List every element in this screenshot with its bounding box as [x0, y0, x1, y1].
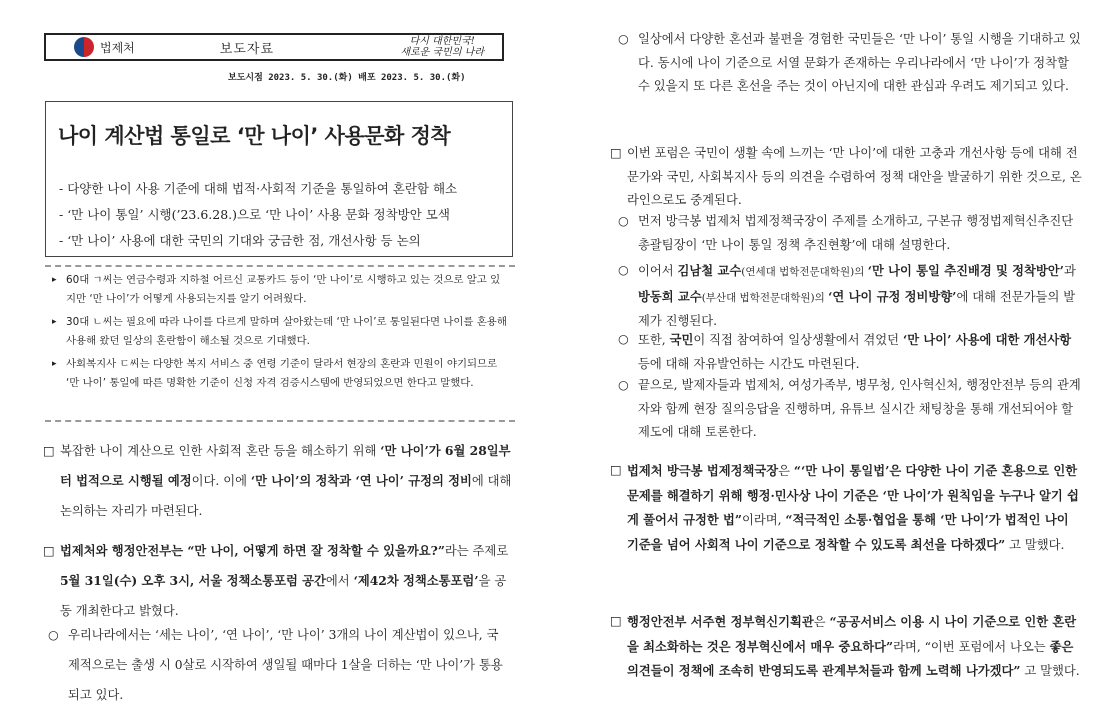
subtitle-item: - ‘만 나이 통일’ 시행(’23.6.28.)으로 ‘만 나이’ 사용 문화 정착방안 모색: [59, 207, 450, 222]
case-list: [48, 271, 508, 397]
paragraph-3: ○ 우리나라에서는 ‘세는 나이’, ‘연 나이’, ‘만 나이’ 3개의 나이 계산법이 있으나, 국제적으로는 출생 시 0살로 시작하여 생일될 때마다 1살을 더하는 ‘만 나이’가 통용되고 있다.: [48, 620, 508, 710]
divider-bottom: [45, 420, 515, 422]
square-bullet-icon: □: [610, 614, 622, 628]
square-bullet-icon: □: [610, 146, 622, 160]
subtitle-list: [59, 176, 457, 254]
paragraph-r4: ○ 이어서 김남철 교수(연세대 법학전문대학원)의 ‘만 나이 통일 추진배경 및 정착방안’과 방동희 교수(부산대 법학전문대학원)의 ‘연 나이 규정 정비방향’에 대해 전문가들의 발제가 진행된다.: [618, 259, 1083, 334]
press-header: [44, 33, 504, 61]
circle-bullet-icon: ○: [618, 332, 629, 346]
paragraph-r5: ○ 또한, 국민이 직접 참여하여 일상생활에서 겪었던 ‘만 나이’ 사용에 대한 개선사항 등에 대해 자유발언하는 시간도 마련된다.: [618, 328, 1083, 376]
circle-bullet-icon: ○: [618, 32, 629, 46]
government-emblem-icon: [74, 37, 94, 57]
subtitle-item: - 다양한 나이 사용 기준에 대해 법적·사회적 기준을 통일하여 혼란함 해소: [59, 181, 458, 196]
paragraph-r7: □ 법제처 방극봉 법제정책국장은 “‘만 나이 통일법’은 다양한 나이 기준 혼용으로 인한 문제를 해결하기 위해 행정·민사상 나이 기준은 ‘만 나이’가 원칙임을 누구나 알기 쉽게 풀어서 규정한 법”이라며, “적극적인 소통·협업을 통해 ‘만 나이’가 법적인 나이 기준을 넘어 사회적 나이 기준으로 정착할 수 있도록 최선을 다하겠다” 고 말했다.: [610, 459, 1083, 557]
case-item: ▸ 30대 ㄴ씨는 필요에 따라 나이를 다르게 말하며 살아왔는데 ‘만 나이’로 통일된다면 나이를 혼용해 사용해 왔던 일상의 혼란함이 해소될 것으로 기대했다.: [48, 313, 508, 351]
case-item: ▸ 사회복지사 ㄷ씨는 다양한 복지 서비스 중 연령 기준이 달라서 현장의 혼란과 민원이 야기되므로 ‘만 나이’ 통일에 따른 명확한 기준이 신청 자격 검증시스템에 반영되었으면 한다고 말했다.: [48, 355, 508, 393]
divider-top: [45, 265, 515, 267]
paragraph-r8: □ 행정안전부 서주현 정부혁신기획관은 “공공서비스 이용 시 나이 기준으로 인한 혼란을 최소화하는 것은 정부혁신에서 매우 중요하다”라며, “이번 포럼에서 나오는 좋은 의견들이 정책에 조속히 반영되도록 관계부처들과 함께 노력해 나가겠다” 고 말했다.: [610, 610, 1083, 684]
paragraph-1: □ 복잡한 나이 계산으로 인한 사회적 혼란 등을 해소하기 위해 ‘만 나이’가 6월 28일부터 법적으로 시행될 예정이다. 이에 ‘만 나이’의 정착과 ‘연 나이’ 규정의 정비에 대해 논의하는 자리가 마련된다.: [43, 436, 513, 526]
case-item: ▸ 60대 ㄱ씨는 연금수령과 지하철 어르신 교통카드 등이 ‘만 나이’로 시행하고 있는 것으로 알고 있지만 ‘만 나이’가 어떻게 사용되는지를 알기 어려웠다.: [48, 271, 508, 309]
circle-bullet-icon: ○: [618, 214, 629, 228]
square-bullet-icon: □: [610, 463, 622, 477]
circle-bullet-icon: ○: [618, 378, 629, 392]
paragraph-r2: □ 이번 포럼은 국민이 생활 속에 느끼는 ‘만 나이’에 대한 고충과 개선사항 등에 대해 전문가와 국민, 사회복지사 등의 의견을 수렴하여 정책 대안을 발굴하기 위한 것으로, 온라인으로도 중계된다.: [610, 142, 1083, 213]
circle-bullet-icon: ○: [618, 263, 629, 277]
paragraph-r6: ○ 끝으로, 발제자들과 법제처, 여성가족부, 병무청, 인사혁신처, 행정안전부 등의 관계자와 함께 현장 질의응답을 진행하며, 유튜브 실시간 채팅창을 통해 개선되어야 할 제도에 대해 토론한다.: [618, 374, 1083, 445]
paragraph-r1: ○ 일상에서 다양한 혼선과 불편을 경험한 국민들은 ‘만 나이’ 통일 시행을 기대하고 있다. 동시에 나이 기준으로 서열 문화가 존재하는 우리나라에서 ‘만 나이’가 정착할 수 있을지 또 다른 혼선을 주는 것이 아닌지에 대한 관심과 우려도 제기되고 있다.: [618, 28, 1083, 99]
circle-bullet-icon: ○: [48, 628, 59, 642]
paragraph-2: □ 법제처와 행정안전부는 “만 나이, 어떻게 하면 잘 정착할 수 있을까요?”라는 주제로 5월 31일(수) 오후 3시, 서울 정책소통포럼 공간에서 ‘제42차 정책소통포럼’을 공동 개최한다고 밝혔다.: [43, 536, 513, 626]
page-title: 나이 계산법 통일로 ‘만 나이’ 사용문화 정착: [58, 124, 451, 148]
square-bullet-icon: □: [43, 444, 55, 458]
release-date: 보도시점 2023. 5. 30.(화) 배포 2023. 5. 30.(화): [228, 73, 466, 83]
press-release-label: 보도자료: [219, 41, 275, 57]
subtitle-item: - ‘만 나이’ 사용에 대한 국민의 기대와 궁금한 점, 개선사항 등 논의: [59, 233, 421, 248]
org-name: 법제처: [100, 40, 135, 55]
title-box: [45, 101, 513, 257]
slogan-calligraphy: 다시 대한민국! 새로운 국민의 나라: [400, 36, 484, 58]
square-bullet-icon: □: [43, 544, 55, 558]
paragraph-r3: ○ 먼저 방극봉 법제처 법제정책국장이 주제를 소개하고, 구본규 행정법제혁신추진단 총괄팀장이 ‘만 나이 통일 정책 추진현황’에 대해 설명한다.: [618, 210, 1083, 257]
